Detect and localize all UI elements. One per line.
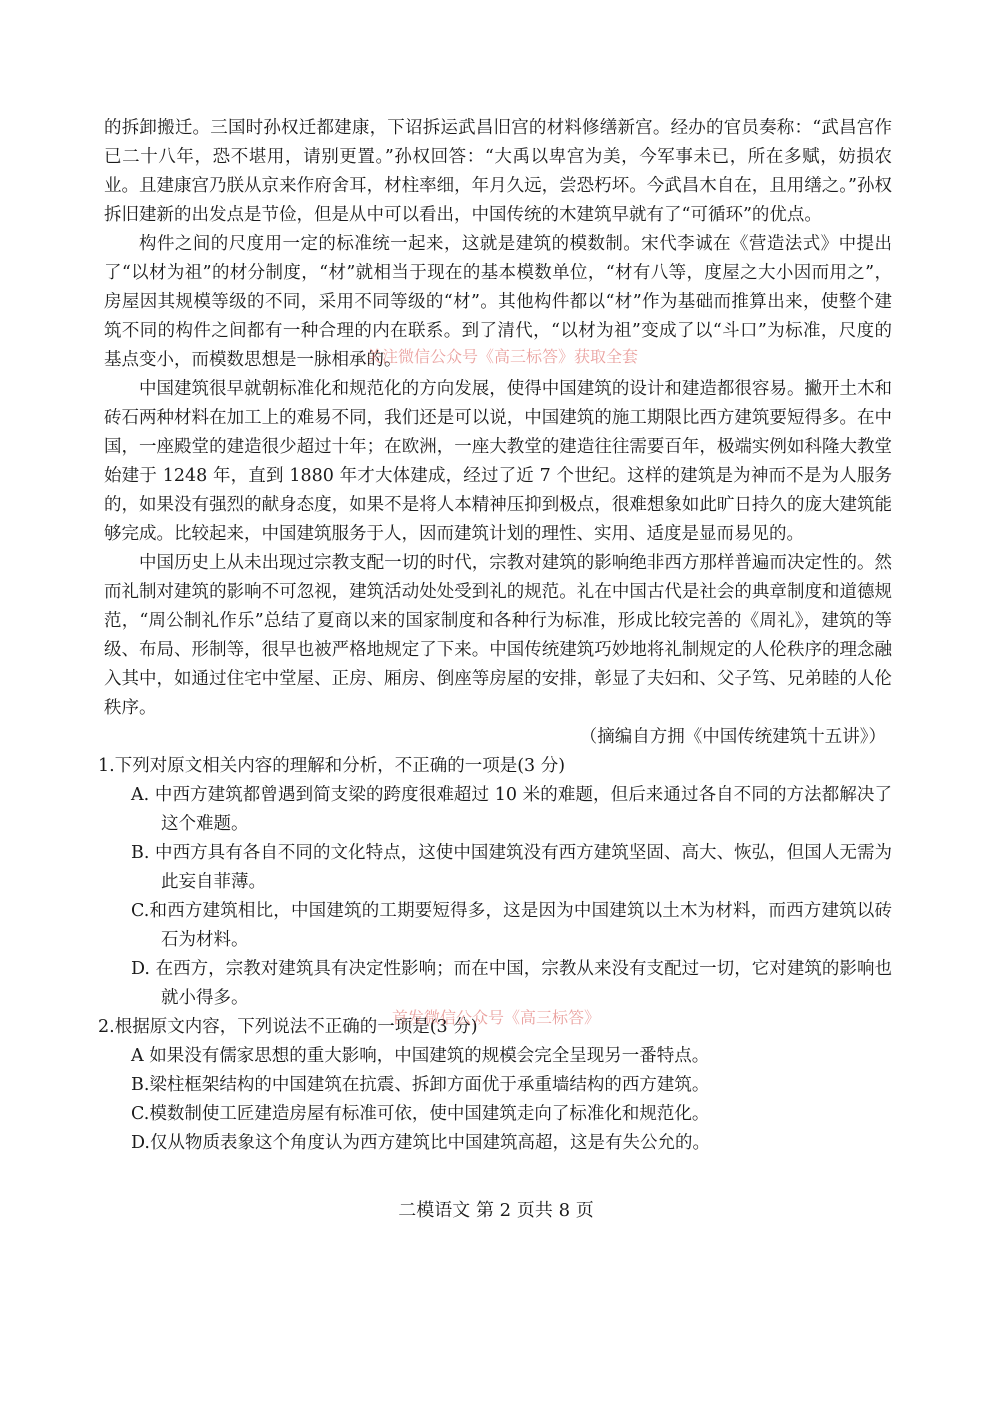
- question-2-option-b: B.梁柱框架结构的中国建筑在抗震、拆卸方面优于承重墙结构的西方建筑。: [131, 1075, 710, 1095]
- question-1-option-d: D. 在西方，宗教对建筑具有决定性影响；而在中国，宗教从来没有支配过一切，它对建筑的影响也就小得多。: [131, 959, 892, 1008]
- question-1-stem: 1.下列对原文相关内容的理解和分析，不正确的一项是(3 分): [98, 756, 566, 776]
- question-1-option-a: A. 中西方建筑都曾遇到简支梁的跨度很难超过 10 米的难题，但后来通过各自不同的方法都解决了这个难题。: [131, 785, 892, 834]
- passage-paragraph-4: 中国历史上从未出现过宗教支配一切的时代，宗教对建筑的影响绝非西方那样普遍而决定性的。然而礼制对建筑的影响不可忽视，建筑活动处处受到礼的规范。礼在中国古代是社会的典章制度和道德规范，“周公制礼作乐”总结了夏商以来的国家制度和各种行为标准，形成比较完善的《周礼》，建筑的等级、布局、形制等，很早也被严格地规定了下来。中国传统建筑巧妙地将礼制规定的人伦秩序的理念融入其中，如通过住宅中堂屋、正房、厢房、倒座等房屋的安排，彰显了夫妇和、父子笃、兄弟睦的人伦秩序。: [104, 553, 892, 718]
- question-1-option-b: B. 中西方具有各自不同的文化特点，这使中国建筑没有西方建筑坚固、高大、恢弘，但国人无需为此妄自菲薄。: [131, 843, 892, 892]
- watermark-bottom: 首发微信公众号《高三标答》: [392, 1008, 601, 1027]
- passage-source: （摘编自方拥《中国传统建筑十五讲》）: [579, 727, 886, 747]
- passage-paragraph-2: 构件之间的尺度用一定的标准统一起来，这就是建筑的模数制。宋代李诚在《营造法式》中提出了“以材为祖”的材分制度，“材”就相当于现在的基本模数单位，“材有八等，度屋之大小因而用之”，房屋因其规模等级的不同，采用不同等级的“材”。其他构件都以“材”作为基础而推算出来，使整个建筑不同的构件之间都有一种合理的内在联系。到了清代，“以材为祖”变成了以“斗口”为标准，尺度的基点变小，而模数思想是一脉相承的。: [104, 234, 892, 370]
- question-2-option-c: C.模数制使工匠建造房屋有标准可依，使中国建筑走向了标准化和规范化。: [131, 1104, 710, 1124]
- question-2-option-a: A 如果没有儒家思想的重大影响，中国建筑的规模会完全呈现另一番特点。: [131, 1046, 710, 1066]
- question-2-stem: 2.根据原文内容，下列说法不正确的一项是(3 分): [98, 1017, 478, 1037]
- passage-paragraph-1: 的拆卸搬迁。三国时孙权迁都建康，下诏拆运武昌旧宫的材料修缮新宫。经办的官员奏称：“武昌宫作已二十八年，恐不堪用，请别更置。”孙权回答：“大禹以卑宫为美，今军事未已，所在多赋，妨损农业。且建康宫乃朕从京来作府舍耳，材柱率细，年月久远，尝恐朽坏。今武昌木自在，且用缮之。”孙权拆旧建新的出发点是节俭，但是从中可以看出，中国传统的木建筑早就有了“可循环”的优点。: [104, 118, 892, 225]
- question-1-option-c: C.和西方建筑相比，中国建筑的工期要短得多，这是因为中国建筑以土木为材料，而西方建筑以砖石为材料。: [131, 901, 892, 950]
- passage: [98, 114, 892, 1158]
- passage-paragraph-3: 中国建筑很早就朝标准化和规范化的方向发展，使得中国建筑的设计和建造都很容易。撇开土木和砖石两种材料在加工上的难易不同，我们还是可以说，中国建筑的施工期限比西方建筑要短得多。在中国，一座殿堂的建造很少超过十年；在欧洲，一座大教堂的建造往往需要百年，极端实例如科隆大教堂始建于 1248 年，直到 1880 年才大体建成，经过了近 7 个世纪。这样的建筑是为神而不是为人服务的，如果没有强烈的献身态度，如果不是将人本精神压抑到极点，很难想象如此旷日持久的庞大建筑能够完成。比较起来，中国建筑服务于人，因而建筑计划的理性、实用、适度是显而易见的。: [104, 379, 892, 544]
- page-footer: 二模语文 第 2 页共 8 页: [398, 1200, 594, 1221]
- question-2: [98, 1013, 892, 1158]
- question-2-option-d: D.仅从物质表象这个角度认为西方建筑比中国建筑高超，这是有失公允的。: [131, 1133, 710, 1153]
- watermark-mid: 关注微信公众号《高三标答》获取全套: [366, 347, 639, 366]
- question-1: [98, 752, 892, 1013]
